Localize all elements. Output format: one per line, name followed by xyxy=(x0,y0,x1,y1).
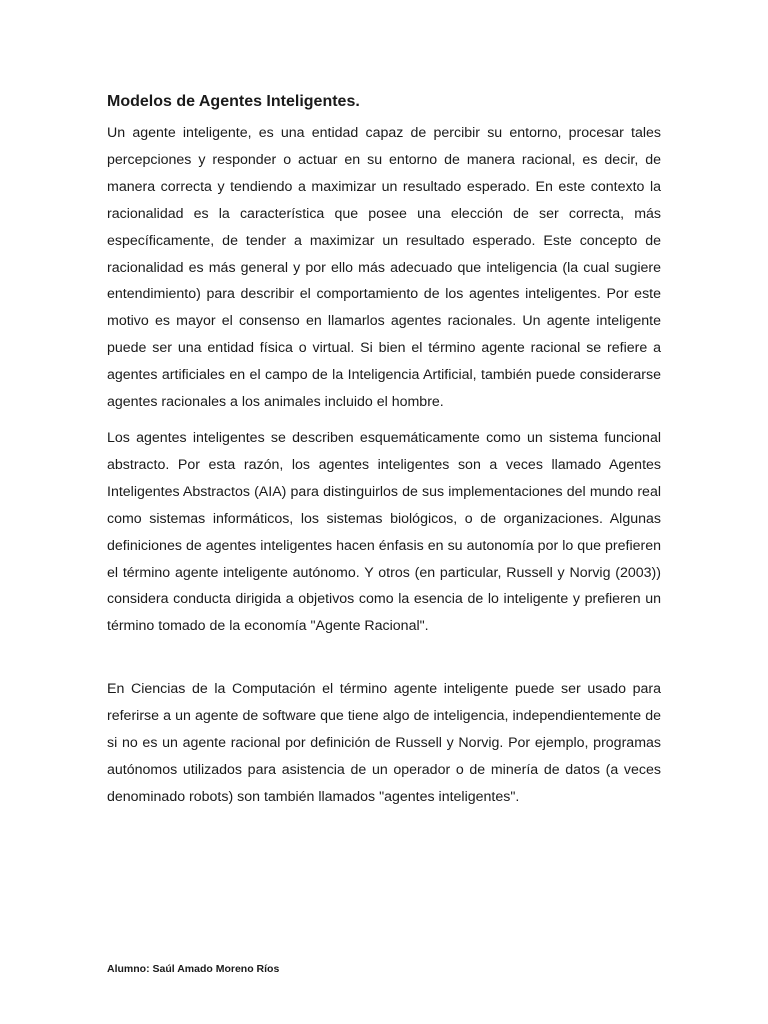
paragraph-2: Los agentes inteligentes se describen esquemáticamente como un sistema funcional abstracto. Por esta razón, los agentes inteligentes son a veces llamado Agentes Inteligentes Abstractos (AIA) para distinguirlos de sus implementaciones del mundo real como sistemas informáticos, los sistemas biológicos, o de organizaciones. Algunas definiciones de agentes inteligentes hacen énfasis en su autonomía por lo que prefieren el término agente inteligente autónomo. Y otros (en particular, Russell y Norvig (2003)) considera conducta dirigida a objetivos como la esencia de lo inteligente y prefieren un término tomado de la economía "Agente Racional". xyxy=(107,430,661,635)
paragraph-3: En Ciencias de la Computación el término agente inteligente puede ser usado para referirse a un agente de software que tiene algo de inteligencia, independientemente de si no es un agente racional por definición de Russell y Norvig. Por ejemplo, programas autónomos utilizados para asistencia de un operador o de minería de datos (a veces denominado robots) son también llamados "agentes inteligentes". xyxy=(107,681,661,805)
student-name-footer: Alumno: Saúl Amado Moreno Ríos xyxy=(107,963,280,975)
paragraph-1: Un agente inteligente, es una entidad capaz de percibir su entorno, procesar tales percepciones y responder o actuar en su entorno de manera racional, es decir, de manera correcta y tendiendo a maximizar un resultado esperado. En este contexto la racionalidad es la característica que posee una elección de ser correcta, más específicamente, de tender a maximizar un resultado esperado. Este concepto de racionalidad es más general y por ello más adecuado que inteligencia (la cual sugiere entendimiento) para describir el comportamiento de los agentes inteligentes. Por este motivo es mayor el consenso en llamarlos agentes racionales. Un agente inteligente puede ser una entidad física o virtual. Si bien el término agente racional se refiere a agentes artificiales en el campo de la Inteligencia Artificial, también puede considerarse agentes racionales a los animales incluido el hombre. xyxy=(107,125,661,411)
document-title: Modelos de Agentes Inteligentes. xyxy=(107,93,360,110)
